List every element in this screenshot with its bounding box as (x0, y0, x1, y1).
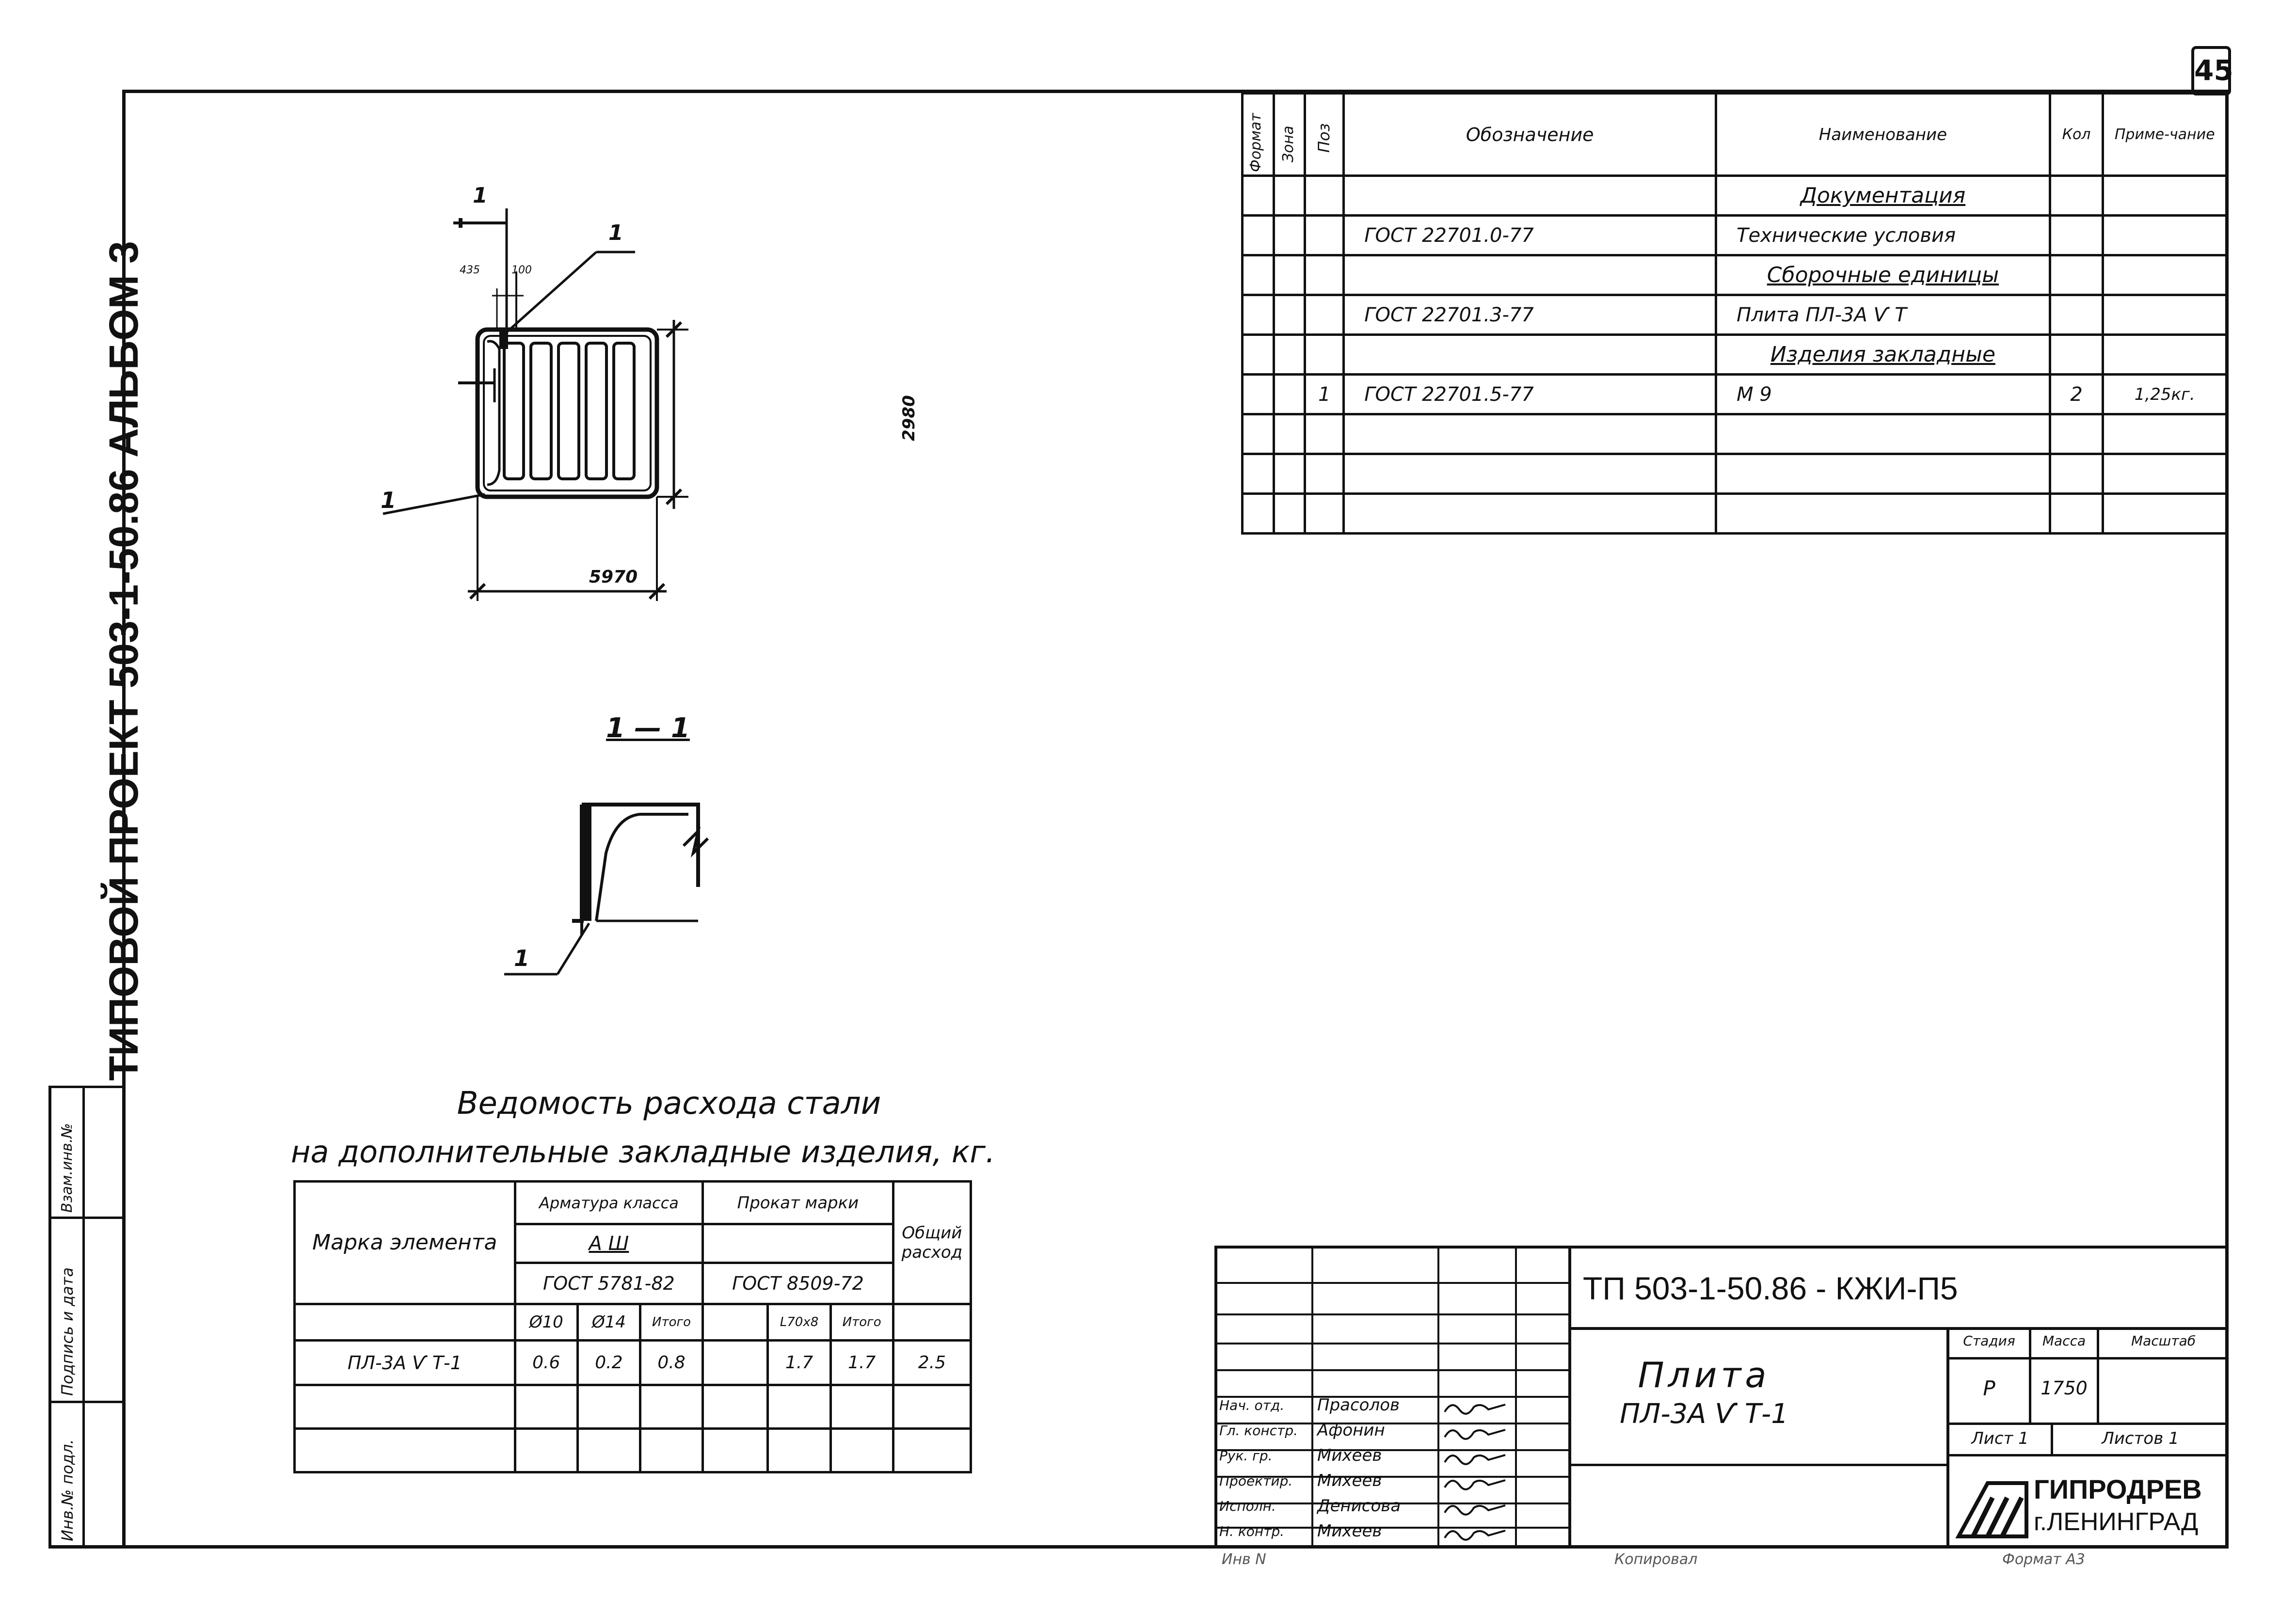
spec-cell-designation: ГОСТ 22701.0-77 (1344, 216, 1716, 255)
signature-icon (1442, 1523, 1510, 1543)
signature-icon (1442, 1448, 1510, 1467)
title-block (1214, 1246, 2228, 1546)
spec-cell-pos: 1 (1305, 375, 1344, 414)
spec-cell-qty (2050, 255, 2103, 295)
signature-icon (1442, 1397, 1510, 1417)
steel-profile-gost: ГОСТ 8509-72 (703, 1263, 893, 1304)
spec-row (1243, 414, 2227, 454)
section-leader-label: 1 (514, 945, 530, 971)
section-title: 1 — 1 (606, 712, 690, 744)
spec-cell-qty (2050, 335, 2103, 375)
signature-icon (1442, 1473, 1510, 1492)
steel-title-2: на дополнительные закладные изделия, кг. (291, 1134, 995, 1170)
stamp-label-sign: Подпись и дата (58, 1267, 77, 1396)
staff-name: Прасолов (1317, 1395, 1400, 1415)
steel-row-l70: 1.7 (768, 1341, 830, 1385)
spec-cell-designation (1344, 176, 1716, 216)
hdr-zone: Зона (1274, 94, 1305, 176)
spec-cell-qty (2050, 454, 2103, 494)
spec-cell-pos (1305, 176, 1344, 216)
spec-cell-format (1243, 335, 1274, 375)
staff-name: Михеев (1317, 1471, 1382, 1490)
staff-role: Исполн. (1219, 1498, 1276, 1514)
spec-cell-pos (1305, 295, 1344, 335)
spec-cell-name: Сборочные единицы (1716, 255, 2050, 295)
steel-table (293, 1180, 972, 1473)
spec-cell-name (1716, 414, 2050, 454)
spec-cell-format (1243, 494, 1274, 534)
spec-cell-qty (2050, 176, 2103, 216)
spec-cell-zone (1274, 176, 1305, 216)
leader-label-bottom: 1 (381, 487, 397, 513)
spec-cell-pos (1305, 494, 1344, 534)
side-stamp (48, 1086, 122, 1546)
spec-cell-designation (1344, 414, 1716, 454)
plan-drawing (339, 174, 970, 611)
spec-cell-zone (1274, 414, 1305, 454)
dim-small-1: 435 (460, 264, 480, 276)
spec-cell-note (2103, 176, 2227, 216)
spec-row (1243, 335, 2227, 375)
spec-cell-designation: ГОСТ 22701.3-77 (1344, 295, 1716, 335)
steel-rebar-class: А Ш (515, 1224, 702, 1263)
steel-row-mark: ПЛ-3А Ѵ Т-1 (295, 1341, 515, 1385)
spec-cell-format (1243, 375, 1274, 414)
steel-h-profile: Прокат марки (703, 1182, 893, 1224)
staff-name: Михеев (1317, 1521, 1382, 1541)
dim-height: 2980 (899, 395, 919, 441)
staff-role: Проектир. (1219, 1473, 1293, 1489)
steel-h-mark: Марка элемента (295, 1182, 515, 1304)
spec-cell-zone (1274, 494, 1305, 534)
object-name-1: Плита (1638, 1355, 1770, 1395)
spec-row (1243, 454, 2227, 494)
spec-cell-pos (1305, 454, 1344, 494)
footer-inv: Инв N (1222, 1551, 1266, 1568)
staff-name: Денисова (1317, 1496, 1401, 1516)
spec-cell-note (2103, 414, 2227, 454)
spec-cell-zone (1274, 216, 1305, 255)
leader-label-top: 1 (608, 221, 623, 245)
stage-label: Стадия (1963, 1333, 2015, 1349)
spec-cell-designation (1344, 494, 1716, 534)
dim-width: 5970 (589, 567, 638, 587)
staff-name: Афонин (1317, 1421, 1385, 1440)
spec-cell-designation: ГОСТ 22701.5-77 (1344, 375, 1716, 414)
spec-cell-note (2103, 295, 2227, 335)
staff-name: Михеев (1317, 1446, 1382, 1465)
hdr-format: Формат (1243, 94, 1274, 176)
spec-cell-format (1243, 414, 1274, 454)
spec-cell-qty (2050, 216, 2103, 255)
steel-col-blank (703, 1304, 768, 1341)
sheet-number: 45 (2191, 46, 2231, 95)
spec-cell-zone (1274, 295, 1305, 335)
steel-row-d10: 0.6 (515, 1341, 577, 1385)
spec-cell-designation (1344, 335, 1716, 375)
spec-cell-qty (2050, 494, 2103, 534)
spec-cell-format (1243, 255, 1274, 295)
spec-table (1241, 92, 2228, 535)
spec-cell-note: 1,25кг. (2103, 375, 2227, 414)
staff-role: Н. контр. (1219, 1523, 1285, 1539)
steel-col-d10: Ø10 (515, 1304, 577, 1341)
spec-cell-zone (1274, 335, 1305, 375)
steel-h-total: Общий расход (893, 1182, 971, 1304)
spec-cell-format (1243, 454, 1274, 494)
spec-cell-name: Документация (1716, 176, 2050, 216)
spec-cell-zone (1274, 375, 1305, 414)
spec-cell-name: М 9 (1716, 375, 2050, 414)
stamp-label-inv: Инв.№ подл. (58, 1439, 77, 1541)
drawing-code: ТП 503-1-50.86 - КЖИ-П5 (1583, 1270, 1958, 1306)
steel-row-blank (703, 1341, 768, 1385)
spec-cell-pos (1305, 335, 1344, 375)
hdr-designation: Обозначение (1344, 94, 1716, 176)
spec-cell-qty: 2 (2050, 375, 2103, 414)
spec-cell-zone (1274, 454, 1305, 494)
footer-copied: Копировал (1614, 1551, 1698, 1568)
spec-cell-name (1716, 454, 2050, 494)
spec-cell-format (1243, 216, 1274, 255)
steel-col-d14: Ø14 (577, 1304, 640, 1341)
spec-cell-note (2103, 494, 2227, 534)
mass-value: 1750 (2041, 1377, 2088, 1399)
spec-cell-name: Технические условия (1716, 216, 2050, 255)
hdr-note: Приме-чание (2103, 94, 2227, 176)
org-logo-icon (1954, 1464, 2031, 1541)
spec-cell-zone (1274, 255, 1305, 295)
steel-rebar-gost: ГОСТ 5781-82 (515, 1263, 702, 1304)
steel-row-sum2: 1.7 (830, 1341, 893, 1385)
steel-h-rebar: Арматура класса (515, 1182, 702, 1224)
org-city: г.ЛЕНИНГРАД (2034, 1508, 2199, 1536)
hdr-name: Наименование (1716, 94, 2050, 176)
spec-cell-note (2103, 216, 2227, 255)
scale-label: Масштаб (2131, 1333, 2196, 1349)
section-mark-plan: 1 (473, 183, 488, 208)
spec-cell-name: Изделия закладные (1716, 335, 2050, 375)
signature-icon (1442, 1423, 1510, 1442)
side-title: ТИПОВОЙ ПРОЕКТ 503-1-50.86 АЛЬБОМ 3 (101, 241, 146, 1081)
spec-cell-pos (1305, 255, 1344, 295)
spec-cell-designation (1344, 454, 1716, 494)
spec-cell-pos (1305, 414, 1344, 454)
steel-col-l70: L70x8 (768, 1304, 830, 1341)
spec-cell-designation (1344, 255, 1716, 295)
spec-cell-qty (2050, 414, 2103, 454)
stage-value: Р (1983, 1376, 1995, 1400)
mass-label: Масса (2042, 1333, 2086, 1349)
dim-small-2: 100 (511, 264, 532, 276)
hdr-qty: Кол (2050, 94, 2103, 176)
staff-role: Гл. констр. (1219, 1423, 1298, 1439)
sheets-label: Листов 1 (2102, 1429, 2179, 1448)
stamp-label-replace: Взам.инв.№ (59, 1123, 76, 1213)
spec-cell-format (1243, 176, 1274, 216)
steel-col-sum2: Итого (830, 1304, 893, 1341)
spec-cell-note (2103, 335, 2227, 375)
spec-cell-name (1716, 494, 2050, 534)
spec-cell-format (1243, 295, 1274, 335)
spec-cell-note (2103, 255, 2227, 295)
object-name-2: ПЛ-3А Ѵ Т-1 (1620, 1398, 1788, 1430)
signature-icon (1442, 1498, 1510, 1518)
spec-row (1243, 494, 2227, 534)
spec-cell-qty (2050, 295, 2103, 335)
staff-role: Рук. гр. (1219, 1448, 1273, 1464)
spec-row (1243, 255, 2227, 295)
org-name: ГИПРОДРЕВ (2034, 1474, 2202, 1504)
steel-row-sum1: 0.8 (640, 1341, 702, 1385)
hdr-pos: Поз (1305, 94, 1344, 176)
spec-row (1243, 295, 2227, 335)
steel-col-sum1: Итого (640, 1304, 702, 1341)
spec-row (1243, 216, 2227, 255)
spec-cell-note (2103, 454, 2227, 494)
spec-cell-name: Плита ПЛ-3А Ѵ Т (1716, 295, 2050, 335)
steel-row-d14: 0.2 (577, 1341, 640, 1385)
spec-row (1243, 375, 2227, 414)
steel-row-total: 2.5 (893, 1341, 971, 1385)
staff-role: Нач. отд. (1219, 1397, 1285, 1413)
steel-data-row (295, 1341, 971, 1385)
steel-title-1: Ведомость расхода стали (457, 1086, 881, 1122)
sheet-label: Лист 1 (1971, 1429, 2029, 1448)
spec-cell-pos (1305, 216, 1344, 255)
footer-format: Формат А3 (2002, 1551, 2085, 1568)
spec-row (1243, 176, 2227, 216)
